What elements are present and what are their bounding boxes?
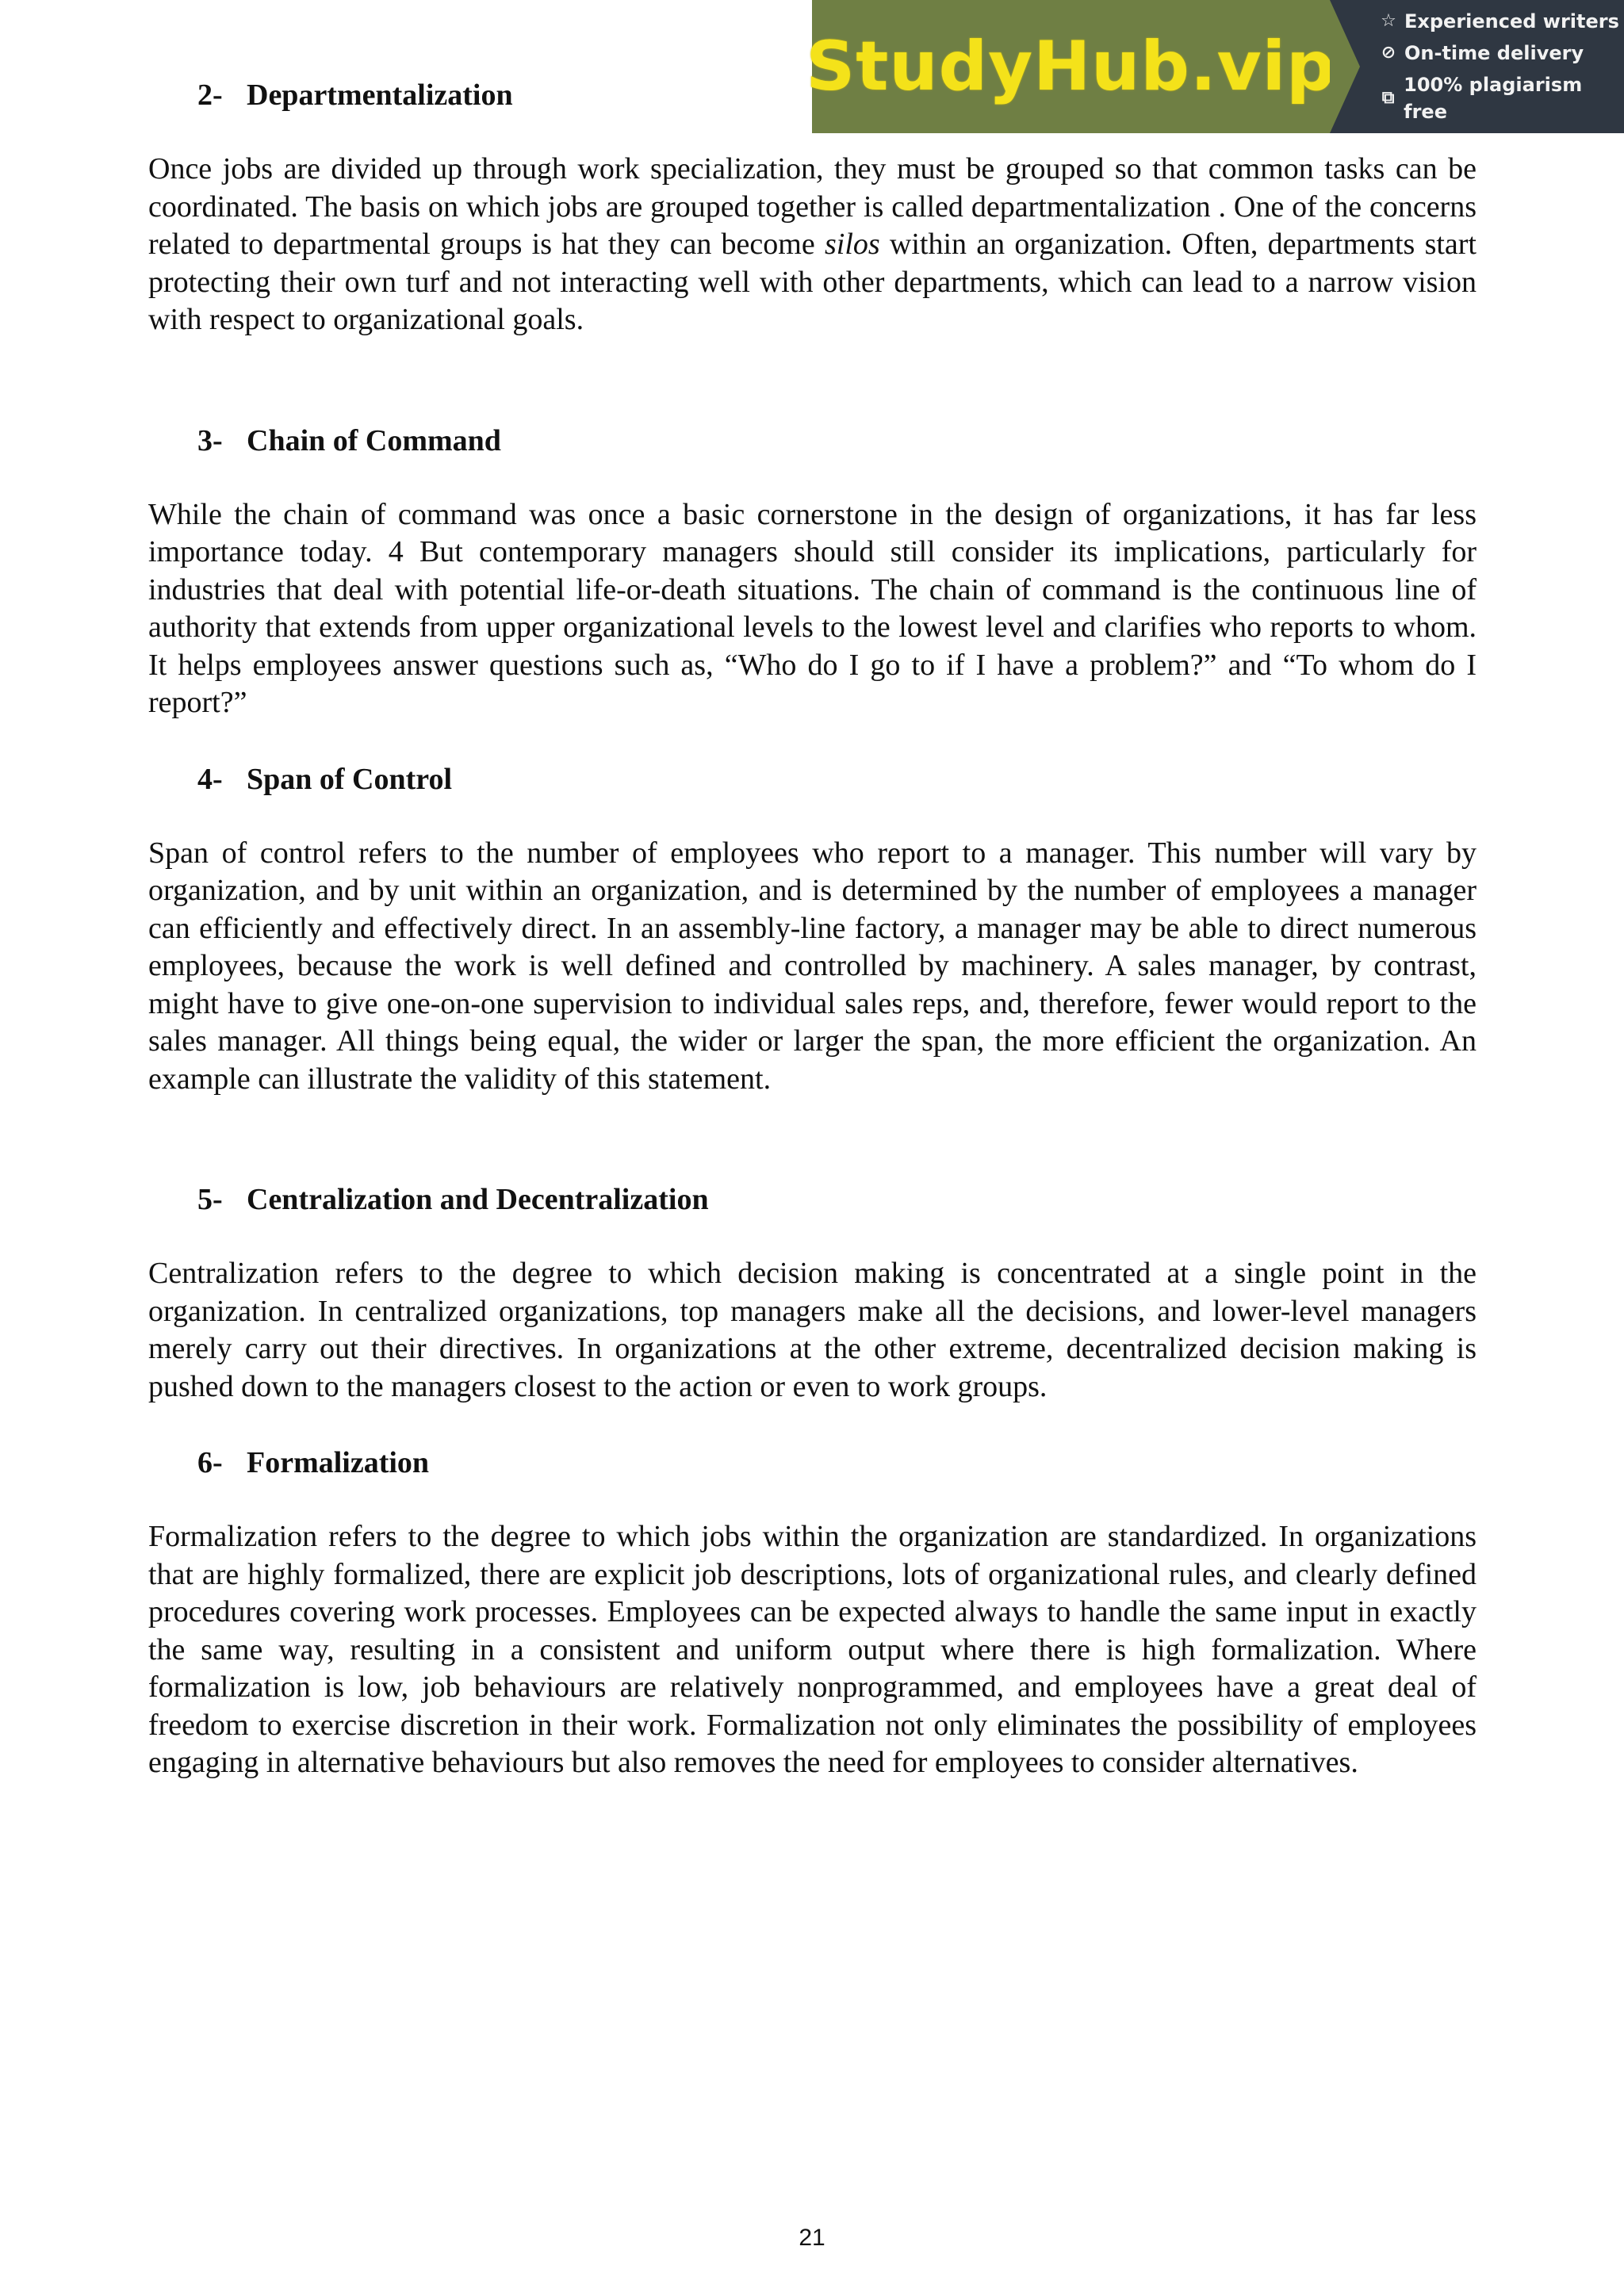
clock-icon: ⊘ bbox=[1381, 43, 1396, 63]
section-number: 4- bbox=[197, 762, 223, 796]
section-paragraph-departmentalization bbox=[148, 151, 1477, 339]
feature-label: 100% plagiarism free bbox=[1404, 74, 1583, 123]
section-number: 5- bbox=[197, 1183, 223, 1216]
star-icon: ☆ bbox=[1381, 11, 1396, 31]
section-title: Departmentalization bbox=[247, 78, 513, 112]
paragraph-text: Once jobs are divided up through work specialization, they must be grouped so that common tasks can be coordinated. The basis on which jobs are grouped together is called departmentalization . One of the concerns related to departmental groups is hat they can become bbox=[148, 152, 1477, 261]
emphasis-text: silos bbox=[824, 228, 880, 261]
feature-experienced-writers bbox=[1379, 8, 1624, 35]
section-heading-span-of-control bbox=[197, 760, 1477, 798]
paragraph-text: within an organization. Often, departments start protecting their own turf and not interacting well with other departments, which can lead to a narrow vision with respect to organizational goals. bbox=[148, 228, 1477, 336]
section-paragraph-chain-of-command: While the chain of command was once a basic cornerstone in the design of organizations, it has far less importance today. 4 But contemporary managers should still consider its implications, particularly for industries that deal with potential life-or-death situations. The chain of command is the continuous line of authority that extends from upper organizational levels to the lowest level and clarifies who reports to whom. It helps employees answer questions such as, “Who do I go to if I have a problem?” and “To whom do I report?” bbox=[148, 497, 1477, 719]
section-heading-centralization bbox=[197, 1181, 1477, 1219]
section-number: 3- bbox=[197, 423, 223, 457]
feature-label: Experienced writers bbox=[1404, 10, 1619, 33]
section-paragraph-formalization: Formalization refers to the degree to which jobs within the organization are standardized. In organizations that are highly formalized, there are explicit job descriptions, lots of organizational rules, and clearly defined procedures covering work processes. Employees can be expected always to handle the same input in exactly the same way, resulting in a consistent and uniform output where there is high formalization. Where formalization is low, job behaviours are relatively nonprogrammed, and employees have a great deal of freedom to exercise discretion in their work. Formalization not only eliminates the possibility of employees engaging in alternative behaviours but also removes the need for employees to consider alternatives. bbox=[148, 1520, 1477, 1779]
feature-on-time-delivery bbox=[1379, 40, 1624, 67]
section-number: 6- bbox=[197, 1446, 223, 1479]
section-heading-departmentalization bbox=[197, 76, 1477, 114]
section-heading-chain-of-command bbox=[197, 422, 1477, 460]
section-paragraph-centralization: Centralization refers to the degree to which decision making is concentrated at a single point in the organization. In centralized organizations, top managers make all the decisions, and lower-level managers merely carry out their directives. In organizations at the other extreme, decentralized decision making is pushed down to the managers closest to the action or even to work groups. bbox=[148, 1257, 1477, 1403]
banner-arrow-decoration bbox=[1330, 0, 1360, 133]
section-title: Centralization and Decentralization bbox=[247, 1183, 709, 1216]
copy-check-icon: ⧉ bbox=[1381, 88, 1395, 108]
section-heading-formalization bbox=[197, 1444, 1477, 1482]
section-title: Chain of Command bbox=[247, 423, 501, 457]
section-title: Formalization bbox=[247, 1446, 430, 1479]
feature-label: On-time delivery bbox=[1404, 42, 1584, 64]
document-body bbox=[148, 76, 1477, 1782]
section-title: Span of Control bbox=[247, 762, 453, 796]
studyhub-logo[interactable]: StudyHub.vip bbox=[806, 27, 1336, 106]
page-number: 21 bbox=[799, 2225, 825, 2251]
section-paragraph-span-of-control: Span of control refers to the number of employees who report to a manager. This number will vary by organization, and by unit within an organization, and is determined by the number of employees a manager can efficiently and effectively direct. In an assembly-line factory, a manager may be able to direct numerous employees, because the work is well defined and controlled by machinery. A sales manager, by contrast, might have to give one-on-one supervision to individual sales reps, and, therefore, fewer would report to the sales manager. All things being equal, the wider or larger the span, the more efficient the organization. An example can illustrate the validity of this statement. bbox=[148, 836, 1477, 1096]
section-number: 2- bbox=[197, 78, 223, 112]
